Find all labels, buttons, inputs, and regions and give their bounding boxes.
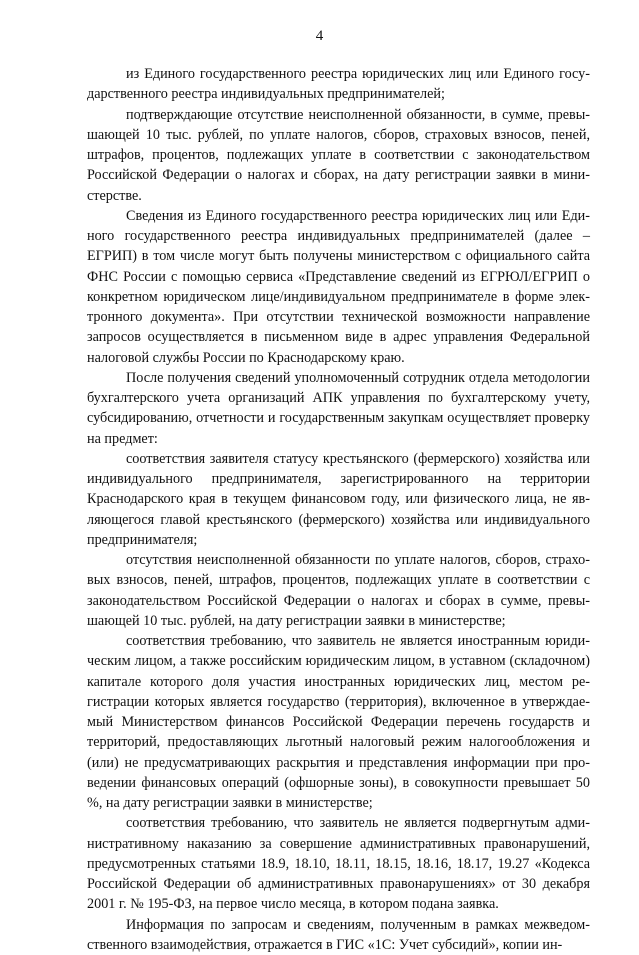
document-body	[87, 64, 590, 955]
paragraph-check-status: соответствия заявителя статусу крестьянского (фермерского) хозяйства или индивидуального предпринимателя, зарегистрированного на территории Краснодарского края в текущем финансовом году, или физического лица, не являющегося главой крестьянского (фермерского) хозяйства или индивидуального предпринимателя;	[87, 449, 590, 550]
paragraph-verification-intro: После получения сведений уполномоченный сотрудник отдела методологии бухгалтерского учета организаций АПК управления по бухгалтерскому учету, субсидированию, отчетности и государственным закупкам осуществляет проверку на предмет:	[87, 368, 590, 449]
paragraph-egrul-source: из Единого государственного реестра юридических лиц или Единого государственного реестра индивидуальных предпринимателей;	[87, 64, 590, 105]
page-number: 4	[0, 28, 639, 45]
paragraph-check-foreign-entity: соответствия требованию, что заявитель не является иностранным юридическим лицом, а также российским юридическим лицом, в уставном (складочном) капитале которого доля участия иностранных юридических лиц, местом регистрации которых является государство (территория), включенное в утверждаемый Министерством финансов Российской Федерации перечень государств и территорий, предоставляющих льготный налоговый режим налогообложения и (или) не предусматривающих раскрытия и представления информации при проведении финансовых операций (офшорные зоны), в совокупности превышает 50 %, на дату регистрации заявки в министерстве;	[87, 631, 590, 813]
paragraph-interagency-information: Информация по запросам и сведениям, полученным в рамках межведомственного взаимодействия, отражается в ГИС «1С: Учет субсидий», копии ин-	[87, 915, 590, 955]
paragraph-no-debt-confirmation: подтверждающие отсутствие неисполненной обязанности, в сумме, превышающей 10 тыс. рублей, по уплате налогов, сборов, страховых взносов, пеней, штрафов, процентов, подлежащих уплате в соответствии с законодательством Российской Федерации о налогах и сборах, на дату регистрации заявки в министерстве.	[87, 105, 590, 206]
paragraph-check-administrative-penalty: соответствия требованию, что заявитель не является подвергнутым административному наказанию за совершение административных правонарушений, предусмотренных статьями 18.9, 18.10, 18.11, 18.15, 18.16, 18.17, 19.27 «Кодекса Российской Федерации об административных правонарушениях» от 30 декабря 2001 г. № 195-ФЗ, на первое число месяца, в котором подана заявка.	[87, 813, 590, 914]
paragraph-check-no-debt: отсутствия неисполненной обязанности по уплате налогов, сборов, страховых взносов, пеней, штрафов, процентов, подлежащих уплате в соответствии с законодательством Российской Федерации о налогах и сборах в сумме, превышающей 10 тыс. рублей, на дату регистрации заявки в министерстве;	[87, 550, 590, 631]
paragraph-egrip-online-service: Сведения из Единого государственного реестра юридических лиц или Единого государственного реестра индивидуальных предпринимателей (далее – ЕГРИП) в том числе могут быть получены министерством с официального сайта ФНС России с помощью сервиса «Представление сведений из ЕГРЮЛ/ЕГРИП о конкретном юридическом лице/индивидуальном предпринимателе в форме электронного документа». При отсутствии технической возможности направление запросов осуществляется в письменном виде в адрес управления Федеральной налоговой службы России по Краснодарскому краю.	[87, 206, 590, 368]
